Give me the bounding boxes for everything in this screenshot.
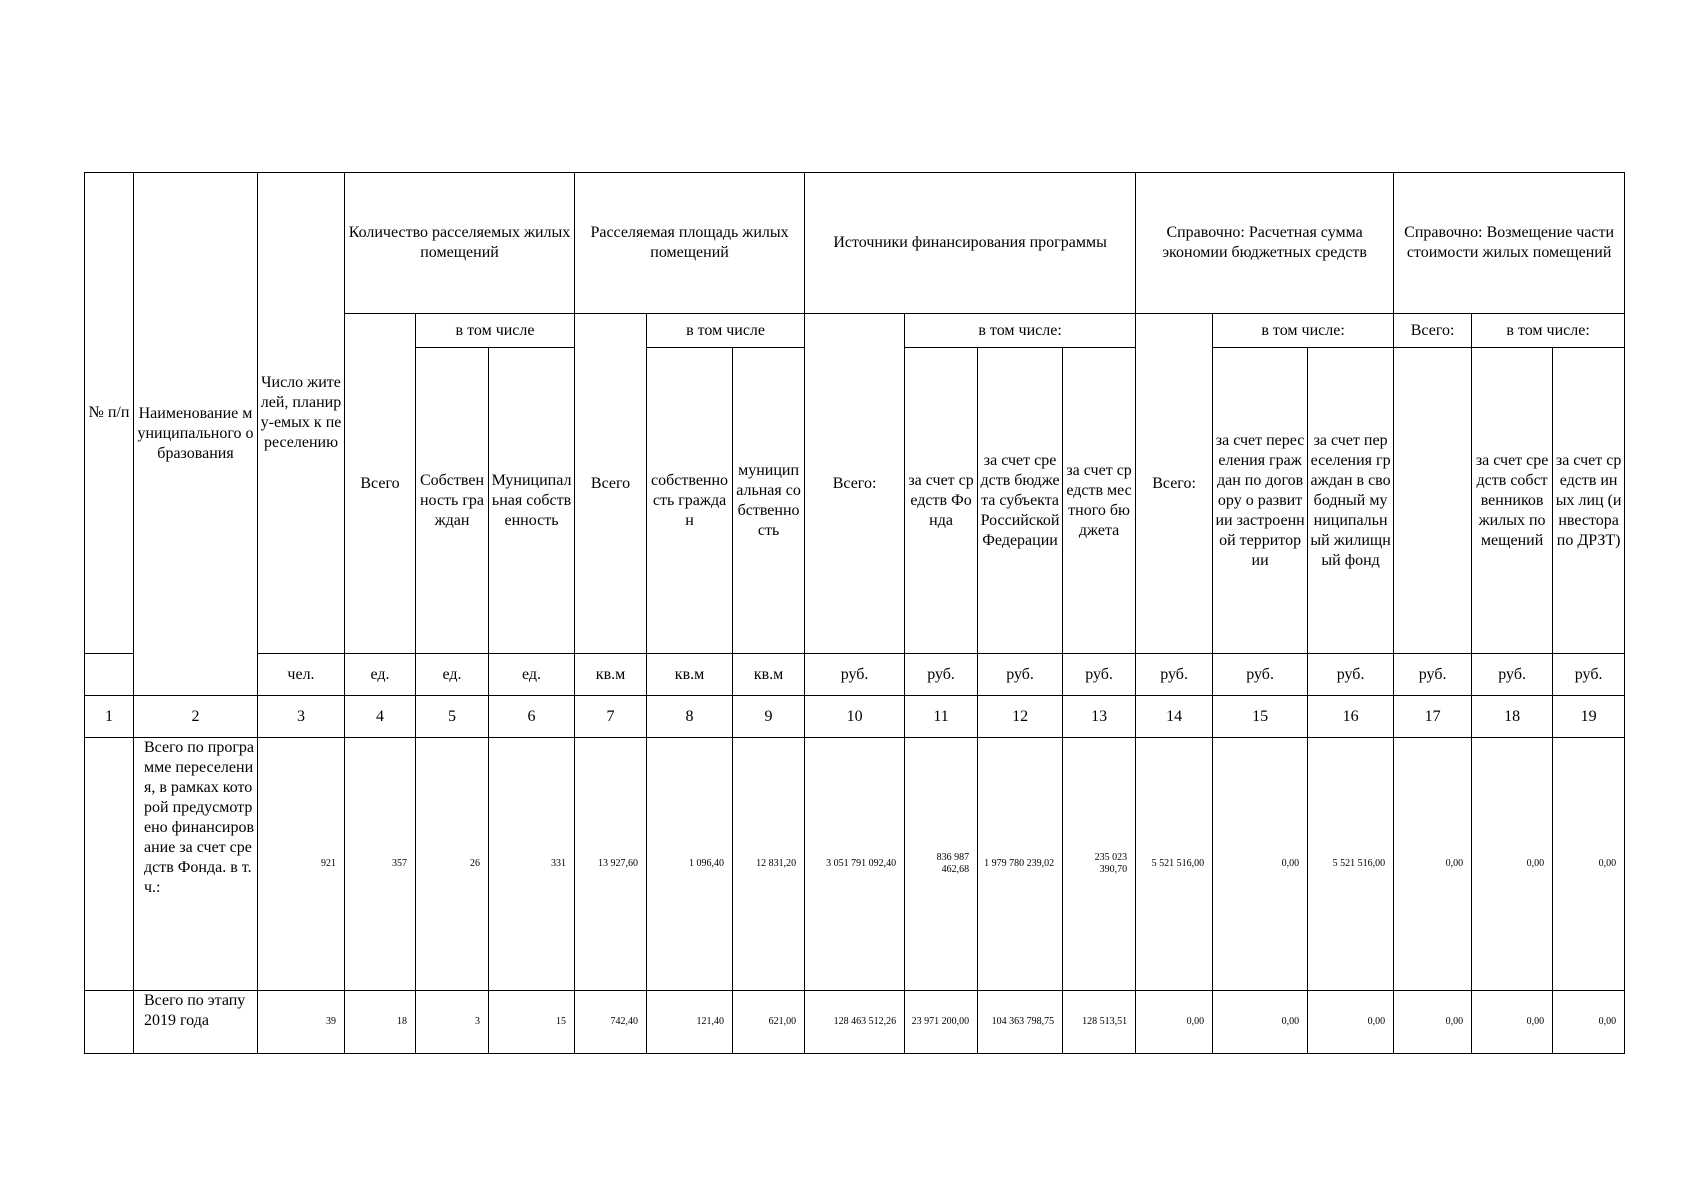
row-value: 921 (258, 738, 345, 991)
row-value: 13 927,60 (575, 738, 647, 991)
header-group-units: Количество расселяемых жилых помещений (345, 173, 575, 314)
header-group-savings: Справочно: Расчетная сумма экономии бюджетных средств (1136, 173, 1394, 314)
header-sources-total: Всего: (805, 314, 905, 654)
header-col-17-empty (1394, 348, 1472, 654)
header-units-total: Всего (345, 314, 416, 654)
header-group-compensation: Справочно: Возмещение части стоимости жилых помещений (1394, 173, 1625, 314)
header-savings-incl: в том числе: (1213, 314, 1394, 348)
row-value: 0,00 (1472, 991, 1553, 1054)
header-col-18: за счет средств собственников жилых помещений (1472, 348, 1553, 654)
row-num-empty (85, 991, 134, 1054)
row-name: Всего по программе переселения, в рамках которой предусмотрено финансирование за счет средств Фонда. в т.ч.: (134, 738, 258, 991)
unit-cell: кв.м (733, 654, 805, 696)
row-value: 0,00 (1472, 738, 1553, 991)
row-value: 0,00 (1553, 738, 1625, 991)
unit-cell: руб. (1308, 654, 1394, 696)
col-number: 8 (647, 696, 733, 738)
row-value: 235 023 390,70 (1063, 738, 1136, 991)
row-value: 0,00 (1394, 991, 1472, 1054)
row-value: 3 (416, 991, 489, 1054)
col-number: 10 (805, 696, 905, 738)
row-value: 0,00 (1553, 991, 1625, 1054)
units-num-empty (85, 654, 134, 696)
row-value: 5 521 516,00 (1136, 738, 1213, 991)
header-col-9: муниципальная собственность (733, 348, 805, 654)
row-value: 104 363 798,75 (978, 991, 1063, 1054)
header-col-15: за счет переселения граждан по договору о развитии застроенной территории (1213, 348, 1308, 654)
col-number: 3 (258, 696, 345, 738)
header-col-12: за счет средств бюджета субъекта Российской Федерации (978, 348, 1063, 654)
col-number: 2 (134, 696, 258, 738)
unit-cell: руб. (805, 654, 905, 696)
header-comp-incl: в том числе: (1472, 314, 1625, 348)
header-col-8: собственность граждан (647, 348, 733, 654)
header-col-16: за счет переселения граждан в свободный муниципальный жилищный фонд (1308, 348, 1394, 654)
header-units-incl: в том числе (416, 314, 575, 348)
row-value: 1 096,40 (647, 738, 733, 991)
col-number: 16 (1308, 696, 1394, 738)
row-value: 15 (489, 991, 575, 1054)
header-num: № п/п (85, 173, 134, 654)
unit-cell: ед. (345, 654, 416, 696)
unit-cell: кв.м (647, 654, 733, 696)
header-col-5: Собственность граждан (416, 348, 489, 654)
row-value: 26 (416, 738, 489, 991)
row-value: 331 (489, 738, 575, 991)
col-number: 11 (905, 696, 978, 738)
unit-cell: руб. (1136, 654, 1213, 696)
row-value: 12 831,20 (733, 738, 805, 991)
unit-cell: руб. (905, 654, 978, 696)
row-value: 0,00 (1136, 991, 1213, 1054)
header-savings-total: Всего: (1136, 314, 1213, 654)
row-name: Всего по этапу 2019 года (134, 991, 258, 1054)
unit-cell: руб. (978, 654, 1063, 696)
row-value: 23 971 200,00 (905, 991, 978, 1054)
header-sources-incl: в том числе: (905, 314, 1136, 348)
unit-cell: кв.м (575, 654, 647, 696)
col-number: 9 (733, 696, 805, 738)
column-numbers-row (85, 696, 1625, 738)
header-col-19: за счет средств иных лиц (инвестора по ДРЗТ) (1553, 348, 1625, 654)
row-value: 1 979 780 239,02 (978, 738, 1063, 991)
row-value: 742,40 (575, 991, 647, 1054)
header-group-area: Расселяемая площадь жилых помещений (575, 173, 805, 314)
unit-cell: руб. (1472, 654, 1553, 696)
program-table (84, 172, 1625, 1054)
row-value: 0,00 (1394, 738, 1472, 991)
row-value: 3 051 791 092,40 (805, 738, 905, 991)
col-number: 19 (1553, 696, 1625, 738)
header-residents: Число жителей, планиру-емых к переселению (258, 173, 345, 654)
row-value: 128 513,51 (1063, 991, 1136, 1054)
row-value: 357 (345, 738, 416, 991)
unit-cell: руб. (1063, 654, 1136, 696)
row-value: 836 987 462,68 (905, 738, 978, 991)
row-value: 621,00 (733, 991, 805, 1054)
units-row (85, 654, 1625, 696)
row-num-empty (85, 738, 134, 991)
unit-cell: руб. (1394, 654, 1472, 696)
header-area-total: Всего (575, 314, 647, 654)
unit-cell: руб. (1213, 654, 1308, 696)
row-value: 39 (258, 991, 345, 1054)
row-value: 121,40 (647, 991, 733, 1054)
col-number: 12 (978, 696, 1063, 738)
header-area-incl: в том числе (647, 314, 805, 348)
row-value: 128 463 512,26 (805, 991, 905, 1054)
table-row (85, 991, 1625, 1054)
row-value: 0,00 (1213, 991, 1308, 1054)
unit-cell: ед. (416, 654, 489, 696)
unit-cell: чел. (258, 654, 345, 696)
col-number: 13 (1063, 696, 1136, 738)
col-number: 14 (1136, 696, 1213, 738)
col-number: 6 (489, 696, 575, 738)
header-col-13: за счет средств местного бюджета (1063, 348, 1136, 654)
col-number: 17 (1394, 696, 1472, 738)
header-col-11: за счет средств Фонда (905, 348, 978, 654)
row-value: 0,00 (1213, 738, 1308, 991)
col-number: 18 (1472, 696, 1553, 738)
col-number: 1 (85, 696, 134, 738)
col-number: 5 (416, 696, 489, 738)
row-value: 5 521 516,00 (1308, 738, 1394, 991)
row-value: 0,00 (1308, 991, 1394, 1054)
table-row (85, 738, 1625, 991)
unit-cell: ед. (489, 654, 575, 696)
row-value: 18 (345, 991, 416, 1054)
col-number: 15 (1213, 696, 1308, 738)
col-number: 7 (575, 696, 647, 738)
header-group-sources: Источники финансирования программы (805, 173, 1136, 314)
header-name: Наименование муниципального образования (134, 173, 258, 696)
unit-cell: руб. (1553, 654, 1625, 696)
header-comp-total: Всего: (1394, 314, 1472, 348)
col-number: 4 (345, 696, 416, 738)
header-col-6: Муниципальная собственность (489, 348, 575, 654)
